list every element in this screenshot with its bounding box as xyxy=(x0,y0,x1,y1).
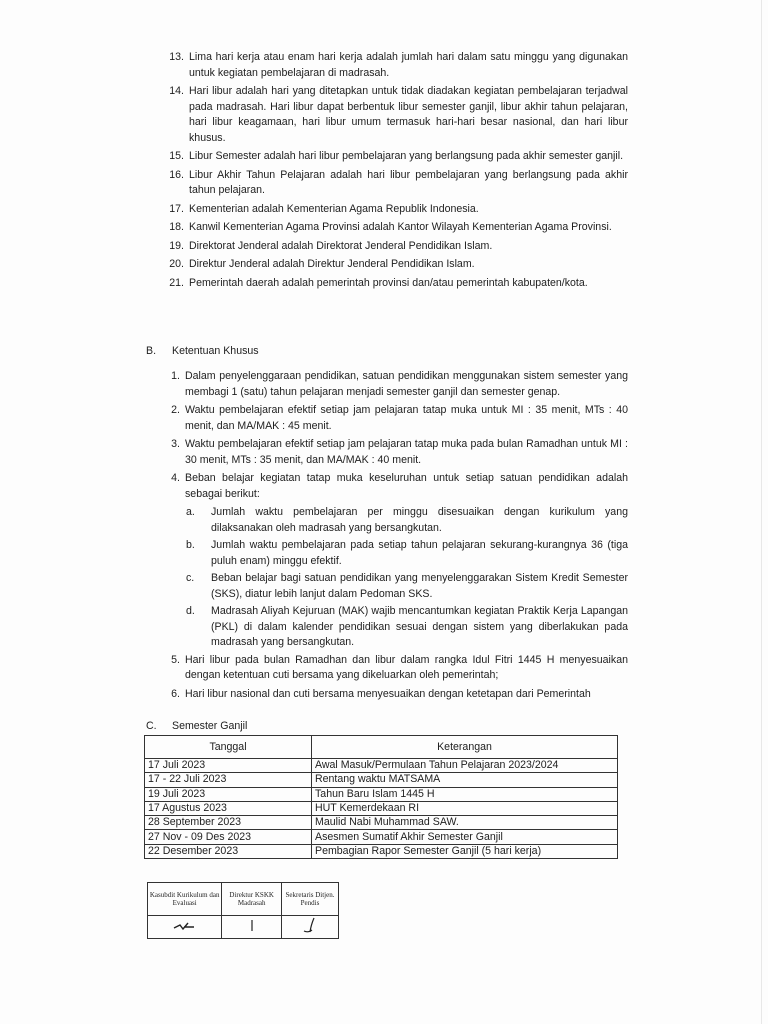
list-item-number: 5. xyxy=(171,653,180,666)
list-item-number: a. xyxy=(186,506,195,518)
cell-keterangan: Pembagian Rapor Semester Ganjil (5 hari kerja) xyxy=(312,844,618,858)
table-row xyxy=(145,830,618,844)
list-item xyxy=(150,369,628,400)
list-item-text: Lima hari kerja atau enam hari kerja adalah jumlah hari dalam satu minggu yang digunakan untuk kegiatan pembelajaran di madrasah. xyxy=(189,51,628,79)
cell-keterangan: Awal Masuk/Permulaan Tahun Pelajaran 2023/2024 xyxy=(312,759,618,773)
paraf-direktur: Direktur KSKK Madrasah xyxy=(222,883,282,916)
list-item xyxy=(138,202,628,218)
list-item-number: 4. xyxy=(171,472,180,484)
table-header-row xyxy=(145,736,618,759)
list-item-number: 14. xyxy=(169,85,184,97)
cell-tanggal: 19 Juli 2023 xyxy=(145,787,312,801)
list-item xyxy=(186,604,628,651)
list-item-number: 20. xyxy=(169,258,184,270)
list-item-number: 1. xyxy=(171,370,180,382)
cell-tanggal: 22 Desember 2023 xyxy=(145,844,312,858)
table-row xyxy=(145,787,618,801)
section-c-title: Semester Ganjil xyxy=(172,720,248,732)
semester-ganjil-table xyxy=(144,735,618,859)
list-item-number: 16. xyxy=(169,168,184,181)
list-item xyxy=(150,437,628,468)
cell-keterangan: HUT Kemerdekaan RI xyxy=(312,801,618,815)
table-row xyxy=(145,773,618,787)
list-item xyxy=(138,239,628,255)
list-item-number: 18. xyxy=(169,221,184,233)
cell-tanggal: 27 Nov - 09 Des 2023 xyxy=(145,830,312,844)
provisions-list xyxy=(150,369,628,705)
cell-keterangan: Rentang waktu MATSAMA xyxy=(312,773,618,787)
list-item-text: Hari libur nasional dan cuti bersama menyesuaikan dengan ketetapan dari Pemerintah xyxy=(185,687,591,700)
paraf-sign-2 xyxy=(222,916,282,939)
list-item-text: Beban belajar kegiatan tatap muka keseluruhan untuk setiap satuan pendidikan adalah sebagai berikut: xyxy=(185,472,628,500)
cell-tanggal: 28 September 2023 xyxy=(145,816,312,830)
list-item-text: Kanwil Kementerian Agama Provinsi adalah Kantor Wilayah Kementerian Agama Provinsi. xyxy=(189,221,612,233)
table-row xyxy=(145,844,618,858)
cell-tanggal: 17 Juli 2023 xyxy=(145,759,312,773)
list-item xyxy=(186,571,628,602)
list-item-text: Waktu pembelajaran efektif setiap jam pelajaran tatap muka untuk MI : 35 menit, MTs : 40 menit, dan MA/MAK : 45 menit. xyxy=(185,404,628,432)
section-c-heading xyxy=(146,719,247,734)
list-item xyxy=(138,149,628,165)
list-item xyxy=(150,471,628,502)
scan-edge xyxy=(761,0,762,1024)
list-item-number: 21. xyxy=(169,276,184,289)
paraf-sekretaris: Sekretaris Ditjen. Pendis xyxy=(282,883,339,916)
list-item-number: 17. xyxy=(169,202,184,215)
list-item xyxy=(138,257,628,273)
header-keterangan: Keterangan xyxy=(312,736,618,759)
paraf-sign-1 xyxy=(148,916,222,939)
list-item xyxy=(138,220,628,236)
list-item-text: Waktu pembelajaran efektif setiap jam pelajaran tatap muka pada bulan Ramadhan untuk MI : 30 menit, MTs : 35 menit, dan MA/MAK : 40 menit. xyxy=(185,438,628,466)
list-item-text: Direktur Jenderal adalah Direktur Jenderal Pendidikan Islam. xyxy=(189,258,475,270)
list-item-text: Libur Semester adalah hari libur pembelajaran yang berlangsung pada akhir semester ganjil. xyxy=(189,150,624,162)
table-row xyxy=(145,801,618,815)
list-item-number: 15. xyxy=(169,150,184,162)
section-b-letter: B. xyxy=(146,345,157,357)
list-item xyxy=(186,505,628,536)
cell-keterangan: Maulid Nabi Muhammad SAW. xyxy=(312,816,618,830)
list-item-number: 6. xyxy=(171,687,180,700)
list-item xyxy=(138,50,628,81)
list-item-text: Madrasah Aliyah Kejuruan (MAK) wajib mencantumkan kegiatan Praktik Kerja Lapangan (PKL) di dalam kalender pendidikan sesuai dengan sistem yang diberlakukan pada madrasah yang bersangkutan. xyxy=(211,605,628,648)
paraf-table xyxy=(147,882,339,939)
list-item xyxy=(150,403,628,434)
list-item-text: Beban belajar bagi satuan pendidikan yang menyelenggarakan Sistem Kredit Semester (SKS), diatur lebih lanjut dalam Pedoman SKS. xyxy=(211,572,628,600)
cell-tanggal: 17 Agustus 2023 xyxy=(145,801,312,815)
cell-keterangan: Tahun Baru Islam 1445 H xyxy=(312,787,618,801)
table-row xyxy=(145,816,618,830)
definitions-list xyxy=(138,50,628,294)
list-item-text: Jumlah waktu pembelajaran per minggu disesuaikan dengan kurikulum yang dilaksanakan oleh madrasah yang bersangkutan. xyxy=(211,506,628,534)
list-item-number: d. xyxy=(186,605,195,617)
header-tanggal: Tanggal xyxy=(145,736,312,759)
cell-tanggal: 17 - 22 Juli 2023 xyxy=(145,773,312,787)
paraf-kasubdit: Kasubdit Kurikulum dan Evaluasi xyxy=(148,883,222,916)
list-item-text: Hari libur pada bulan Ramadhan dan libur dalam rangka Idul Fitri 1445 H menyesuaikan dengan ketentuan cuti bersama yang dikeluarkan oleh pemerintah; xyxy=(185,653,628,681)
list-item-text: Direktorat Jenderal adalah Direktorat Jenderal Pendidikan Islam. xyxy=(189,239,493,252)
list-item-number: 19. xyxy=(169,239,184,252)
list-item-text: Libur Akhir Tahun Pelajaran adalah hari libur pembelajaran yang berlangsung pada akhir tahun pelajaran. xyxy=(189,168,628,196)
list-item xyxy=(138,168,628,199)
section-c-letter: C. xyxy=(146,720,157,732)
cell-keterangan: Asesmen Sumatif Akhir Semester Ganjil xyxy=(312,830,618,844)
list-item xyxy=(150,653,628,684)
list-item xyxy=(150,687,628,703)
paraf-sign-3 xyxy=(282,916,339,939)
list-item-text: Hari libur adalah hari yang ditetapkan untuk tidak diadakan kegiatan pembelajaran terjadwal pada madrasah. Hari libur dapat berbentuk libur semester ganjil, libur akhir tahun pelajaran, hari libur keagamaan, hari libur umum termasuk hari-hari besar nasional, dan hari libur khusus. xyxy=(189,85,628,144)
list-item-number: b. xyxy=(186,539,195,551)
list-item-text: Dalam penyelenggaraan pendidikan, satuan pendidikan menggunakan sistem semester yang membagi 1 (satu) tahun pelajaran menjadi semester ganjil dan semester genap. xyxy=(185,370,628,398)
list-item-number: 3. xyxy=(171,438,180,450)
list-item xyxy=(138,276,628,292)
list-item-text: Pemerintah daerah adalah pemerintah provinsi dan/atau pemerintah kabupaten/kota. xyxy=(189,276,588,289)
section-b-heading xyxy=(146,344,259,359)
list-item-text: Kementerian adalah Kementerian Agama Republik Indonesia. xyxy=(189,202,479,215)
list-item-text: Jumlah waktu pembelajaran pada setiap tahun pelajaran sekurang-kurangnya 36 (tiga puluh enam) minggu efektif. xyxy=(211,539,628,567)
table-row xyxy=(145,759,618,773)
list-item-number: c. xyxy=(186,572,195,584)
list-item-number: 13. xyxy=(169,51,184,63)
section-b-title: Ketentuan Khusus xyxy=(172,345,259,357)
list-item xyxy=(186,538,628,569)
list-item xyxy=(138,84,628,146)
list-item-number: 2. xyxy=(171,404,180,416)
